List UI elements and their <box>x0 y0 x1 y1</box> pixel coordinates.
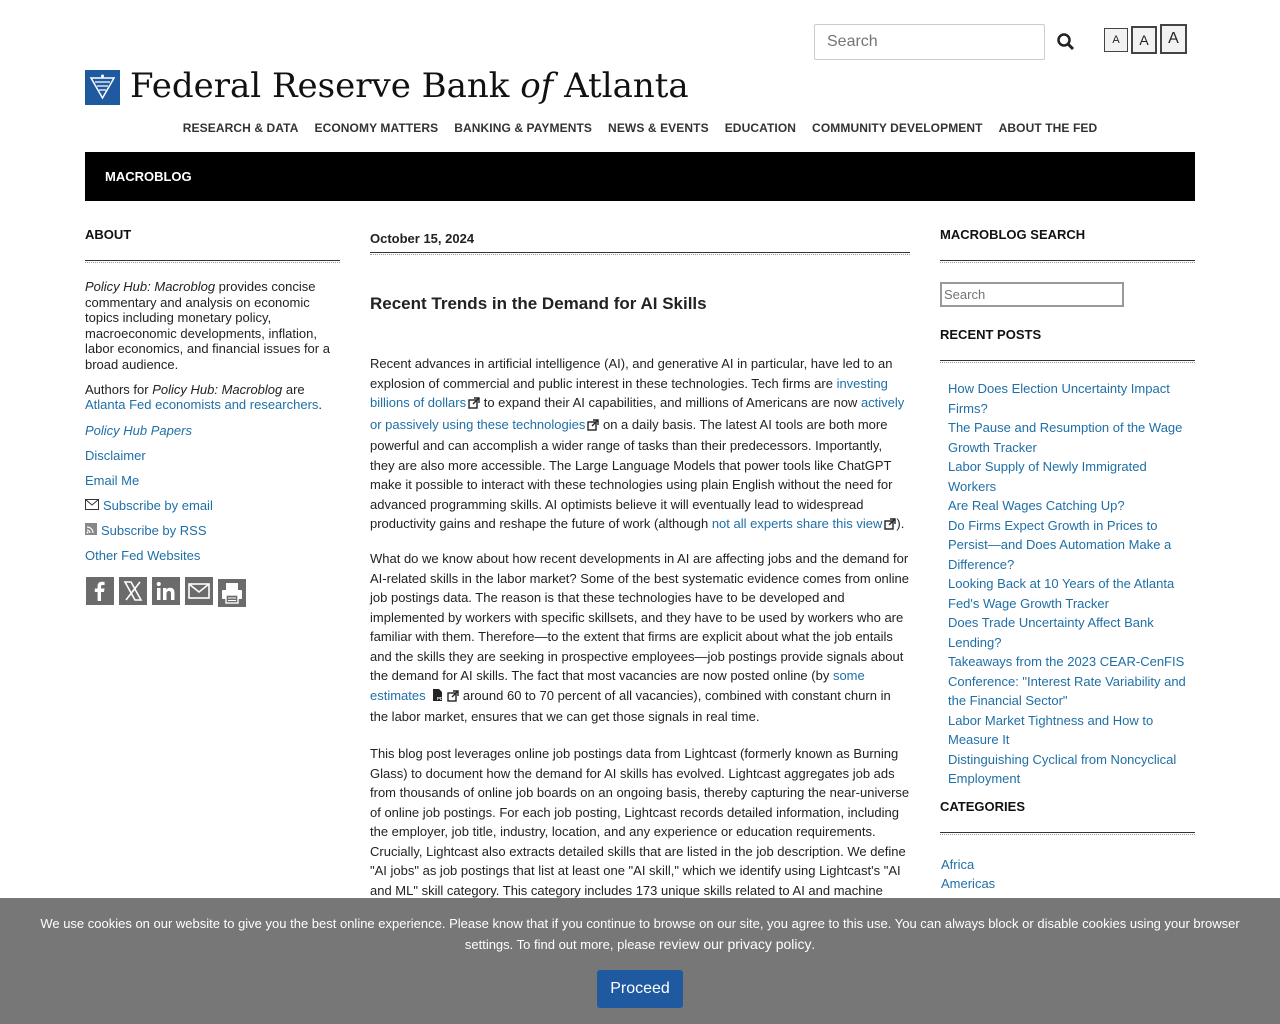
post-title: Recent Trends in the Demand for AI Skills <box>370 294 707 313</box>
divider <box>370 252 910 255</box>
x-icon[interactable] <box>119 577 147 605</box>
nav-research-data[interactable]: RESEARCH & DATA <box>182 121 299 135</box>
share-email-icon[interactable] <box>185 577 213 605</box>
cookie-banner <box>0 898 1280 1024</box>
other-fed-websites-link[interactable]: Other Fed Websites <box>85 547 201 563</box>
category-link[interactable]: Africa <box>941 856 975 872</box>
pdf-icon <box>431 688 445 708</box>
recent-posts-heading: RECENT POSTS <box>940 327 1042 342</box>
divider <box>85 260 340 263</box>
cookie-text: We use cookies on our website to give you the best online experience. Please know that if you continue to browse on our site, you agree to this use. You can always block or disable cookies using your browser settings. To find out more, please <box>40 916 1240 952</box>
divider <box>940 260 1195 263</box>
some-estimates-link[interactable]: some estimates <box>370 668 865 703</box>
macroblog-search-input[interactable] <box>940 282 1124 307</box>
about-heading: ABOUT <box>85 227 132 242</box>
authors-mid: are <box>282 381 305 397</box>
fed-atlanta-logo-icon[interactable] <box>85 70 120 105</box>
text: to expand their AI capabilities, and millions of Americans are now <box>480 395 861 410</box>
text: around 60 to 70 percent of all vacancies), combined with constant churn in the labor market, ensures that we can get those signals in real time. <box>370 687 891 724</box>
about-text <box>85 279 340 373</box>
disclaimer-link[interactable]: Disclaimer <box>85 447 146 463</box>
external-link-icon <box>468 395 480 415</box>
external-link-icon <box>447 688 459 708</box>
font-size-small-button[interactable]: A <box>1104 28 1128 52</box>
post-paragraph-1 <box>370 354 910 536</box>
post-date: October 15, 2024 <box>370 231 475 246</box>
recent-post-link[interactable]: Labor Supply of Newly Immigrated Workers <box>948 459 1147 494</box>
site-logo-text[interactable] <box>130 66 689 106</box>
recent-post-link[interactable]: Labor Market Tightness and How to Measure It <box>948 712 1154 747</box>
linkedin-icon[interactable] <box>152 577 180 605</box>
recent-post-link[interactable]: Looking Back at 10 Years of the Atlanta Fed's Wage Growth Tracker <box>948 576 1175 611</box>
text: ). <box>896 516 905 531</box>
font-size-medium-button[interactable]: A <box>1131 26 1157 54</box>
right-sidebar <box>940 227 1195 913</box>
external-link-icon <box>884 516 896 536</box>
print-icon[interactable] <box>218 579 246 607</box>
site-search-input[interactable] <box>814 24 1045 60</box>
subscribe-email-row <box>85 498 340 513</box>
external-link-icon <box>587 417 599 437</box>
recent-post-link[interactable]: Do Firms Expect Growth in Prices to Persist—and Does Automation Make a Difference? <box>948 517 1172 572</box>
recent-post-link[interactable]: Does Trade Uncertainty Affect Bank Lending? <box>948 615 1154 650</box>
policy-hub-papers-link[interactable]: Policy Hub Papers <box>85 422 192 438</box>
nav-about-the-fed[interactable]: ABOUT THE FED <box>998 121 1098 135</box>
logo-city: Atlanta <box>564 66 689 106</box>
authors-text <box>85 382 340 413</box>
about-body: provides concise commentary and analysis on economic topics including monetary policy, macroeconomic developments, inflation, labor economics, and financial issues for a broad audience. <box>85 279 330 372</box>
actively-using-link[interactable]: actively or passively using these technologies <box>370 395 905 432</box>
text: What do we know about how recent developments in AI are affecting jobs and the demand for AI-related skills in the labor market? Some of the best systematic evidence comes from online job postings data. The reason is that these technologies have to be developed and implemented by workers with specific skillsets, and they have to be used by workers who are familiar with them. Therefore—to the extent that firms are explicit about what the job entails and the skills they are seeking in prospective employees—job postings provide signals about the demand for AI skills. The fact that most vacancies are now posted online (by <box>370 551 910 683</box>
nav-economy-matters[interactable]: ECONOMY MATTERS <box>314 121 439 135</box>
cookie-end: . <box>811 937 816 952</box>
nav-education[interactable]: EDUCATION <box>724 121 797 135</box>
email-me-link[interactable]: Email Me <box>85 472 140 488</box>
envelope-icon <box>85 498 99 513</box>
cookie-message <box>40 914 1240 955</box>
recent-posts-list <box>940 379 1195 789</box>
recent-post-link[interactable]: The Pause and Resumption of the Wage Growth Tracker <box>948 420 1183 455</box>
main-navigation <box>0 121 1280 135</box>
rss-icon <box>85 523 97 538</box>
section-title-macroblog[interactable]: MACROBLOG <box>105 169 192 184</box>
subscribe-rss-link[interactable]: Subscribe by RSS <box>101 522 207 538</box>
nav-community-development[interactable]: COMMUNITY DEVELOPMENT <box>812 121 983 135</box>
proceed-button[interactable]: Proceed <box>597 970 683 1008</box>
text: Recent advances in artificial intelligence (AI), and generative AI in particular, have led to an explosion of commercial and public interest in these technologies. Tech firms are <box>370 356 893 391</box>
post-paragraph-2 <box>370 549 910 727</box>
post-paragraph-3: This blog post leverages online job postings data from Lightcast (formerly known as Burning Glass) to document how the demand for AI skills has evolved. Lightcast aggregates job ads from thousands of online job boards on an ongoing basis, thereby capturing the near-universe of online job postings. For each job posting, Lightcast records detailed information, including the employer, job title, industry, location, and any experience or education requirements. Crucially, Lightcast also extracts detailed skills that are listed in the job description. We define "AI jobs" as job postings that list at least one "AI skill," which we identify using Lightcast's "AI and ML" skill category. This category includes 173 unique skills related to AI and machine <box>370 746 910 898</box>
categories-heading: CATEGORIES <box>940 798 1025 814</box>
recent-post-link[interactable]: How Does Election Uncertainty Impact Firms? <box>948 381 1170 416</box>
nav-banking-payments[interactable]: BANKING & PAYMENTS <box>454 121 593 135</box>
authors-end: . <box>318 397 323 413</box>
divider <box>940 360 1195 363</box>
authors-prefix: Authors for <box>85 381 153 397</box>
recent-post-link[interactable]: Are Real Wages Catching Up? <box>948 498 1125 513</box>
not-all-experts-link[interactable]: not all experts share this view <box>711 516 883 531</box>
blog-post <box>370 231 910 898</box>
subscribe-rss-row <box>85 523 340 538</box>
text: on a daily basis. The latest AI tools are both more powerful and can accomplish a wider range of tasks than their predecessors. Importantly, they are also more accessible. The Large Language Models that power tools like ChatGPT make it possible to interact with these technologies using plain English without the need for advanced programming skills. AI optimists believe it will eventually lead to widespread productivity gains and reshape the future of work (although <box>370 416 893 531</box>
authors-link[interactable]: Atlanta Fed economists and researchers <box>85 397 319 413</box>
recent-post-link[interactable]: Takeaways from the 2023 CEAR-CenFIS Conference: "Interest Rate Variability and the Financial Sector" <box>948 654 1186 708</box>
section-bar <box>85 152 1195 201</box>
recent-post-link[interactable]: Distinguishing Cyclical from Noncyclical Employment <box>948 751 1177 786</box>
svg-text:PDF: PDF <box>437 695 447 701</box>
logo-of: of <box>520 66 554 106</box>
privacy-policy-link[interactable]: review our privacy policy <box>659 936 812 952</box>
subscribe-email-link[interactable]: Subscribe by email <box>103 497 213 513</box>
search-icon[interactable] <box>1057 32 1077 54</box>
font-size-large-button[interactable]: A <box>1160 24 1187 54</box>
about-italic: Policy Hub: Macroblog <box>85 279 216 294</box>
divider <box>940 832 1195 835</box>
logo-name: Federal Reserve Bank <box>130 66 510 106</box>
macroblog-search-heading: MACROBLOG SEARCH <box>940 227 1086 242</box>
facebook-icon[interactable] <box>86 577 114 605</box>
nav-news-events[interactable]: NEWS & EVENTS <box>608 121 709 135</box>
left-sidebar <box>85 227 340 563</box>
investing-billions-link[interactable]: investing billions of dollars <box>370 375 888 410</box>
category-link[interactable]: Americas <box>941 876 996 891</box>
authors-italic: Policy Hub: Macroblog <box>152 381 283 397</box>
